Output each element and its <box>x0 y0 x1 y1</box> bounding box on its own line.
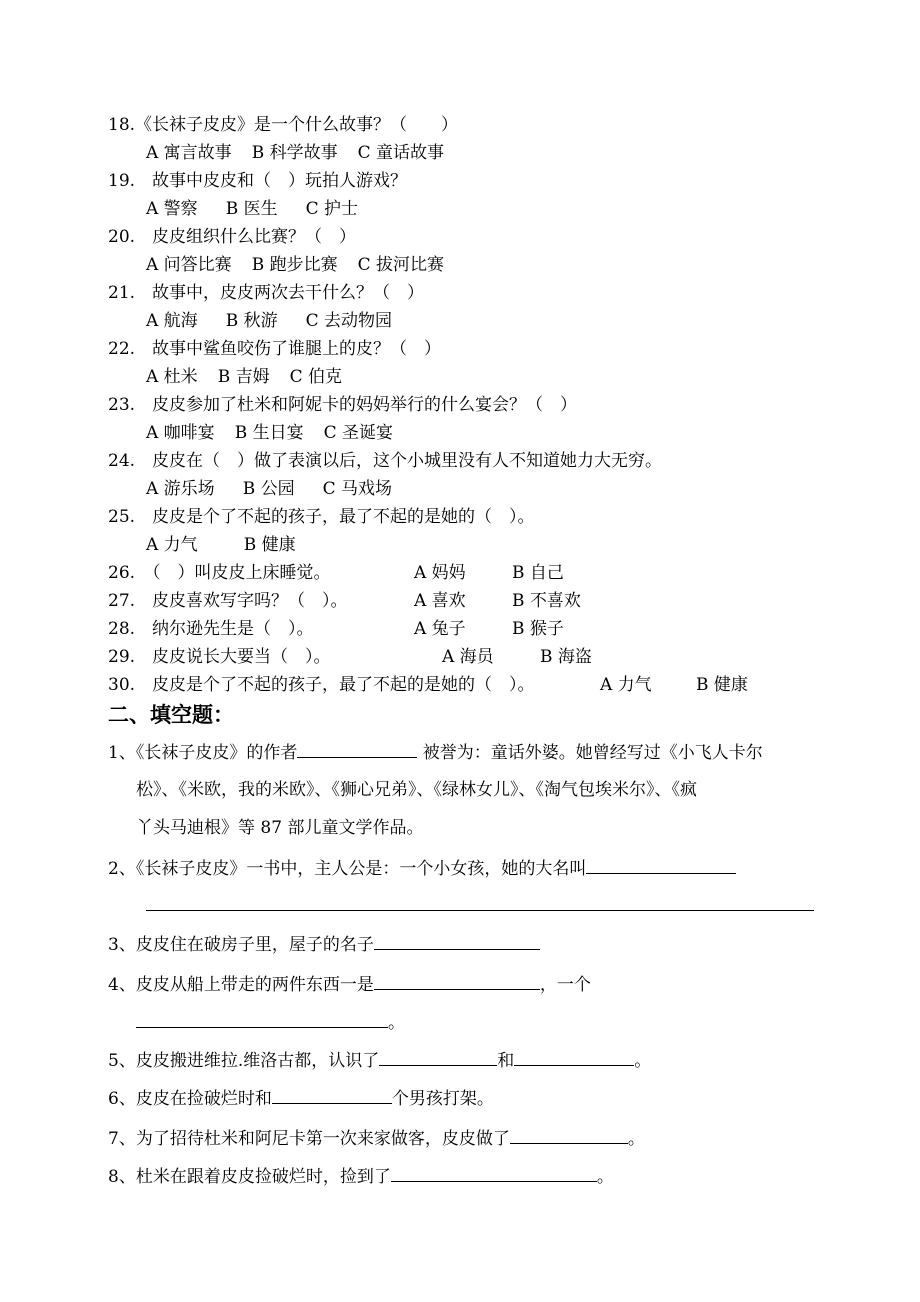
option-b: B 海盗 <box>540 647 592 667</box>
question-20: 20. 皮皮组织什么比赛？（ ） <box>108 227 357 247</box>
question-24: 24. 皮皮在（ ）做了表演以后，这个小城里没有人不知道她力大无穷。 <box>108 451 663 471</box>
question-29 <box>108 646 592 668</box>
option-b: B 生日宴 <box>234 423 304 443</box>
option-c: C 伯克 <box>289 367 343 387</box>
option-c: C 马戏场 <box>322 479 393 499</box>
option-b: B 跑步比赛 <box>251 255 338 275</box>
options-23 <box>146 422 413 444</box>
options-22 <box>146 366 362 388</box>
question-text: 29. 皮皮说长大要当（ ）。 <box>108 647 331 667</box>
option-b: B 吉姆 <box>217 367 270 387</box>
fill-question-5 <box>108 1048 651 1073</box>
answer-blank[interactable] <box>391 1164 597 1182</box>
option-a: A 兔子 <box>414 619 466 639</box>
options-18 <box>146 142 464 164</box>
answer-blank[interactable] <box>514 1048 634 1066</box>
question-25: 25. 皮皮是个了不起的孩子，最了不起的是她的（ ）。 <box>108 507 535 527</box>
question-22: 22. 故事中鲨鱼咬伤了谁腿上的皮？（ ） <box>108 339 442 359</box>
question-23: 23. 皮皮参加了杜米和阿妮卡的妈妈举行的什么宴会？（ ） <box>108 395 578 415</box>
fill-question-1-cont2: 丫头马迪根》等 87 部儿童文学作品。 <box>136 818 424 838</box>
answer-blank[interactable] <box>297 740 417 758</box>
fill-question-1-cont: 松》、《米欧，我的米欧》、《狮心兄弟》、《绿林女儿》、《淘气包埃米尔》、《疯 <box>136 780 697 800</box>
question-text: 26. （ ）叫皮皮上床睡觉。 <box>108 563 331 583</box>
option-a: A 寓言故事 <box>146 143 232 163</box>
option-b: B 猴子 <box>512 619 564 639</box>
fill-question-4-line <box>136 1010 405 1035</box>
fill-text: 5、皮皮搬进维拉.维洛古都，认识了 <box>108 1051 380 1071</box>
fill-text: 8、杜米在跟着皮皮捡破烂时，捡到了 <box>108 1167 391 1187</box>
option-b: B 科学故事 <box>251 143 338 163</box>
option-a: A 妈妈 <box>414 563 466 583</box>
question-26 <box>108 562 564 584</box>
question-28 <box>108 618 564 640</box>
option-b: B 不喜欢 <box>512 591 581 611</box>
fill-text: 被誉为：童话外婆。她曾经写过《小飞人卡尔 <box>417 743 763 763</box>
option-c: C 去动物园 <box>305 311 393 331</box>
fill-text: 。 <box>634 1051 652 1071</box>
answer-blank[interactable] <box>510 1126 628 1144</box>
question-18: 18.《长袜子皮皮》是一个什么故事？（ ） <box>108 115 459 135</box>
fill-text: 。 <box>627 1129 645 1149</box>
answer-blank[interactable] <box>146 893 814 911</box>
fill-question-8 <box>108 1164 614 1189</box>
option-a: A 航海 <box>146 311 198 331</box>
question-text: 27. 皮皮喜欢写字吗？（ ）。 <box>108 591 348 611</box>
fill-text: 3、皮皮住在破房子里，屋子的名子 <box>108 935 374 955</box>
answer-blank[interactable] <box>272 1086 392 1104</box>
options-21 <box>146 310 420 332</box>
option-c: C 童话故事 <box>357 143 445 163</box>
fill-question-6 <box>108 1086 494 1111</box>
option-a: A 海员 <box>442 647 494 667</box>
fill-question-2-line <box>146 893 814 918</box>
option-a: A 警察 <box>146 199 198 219</box>
option-a: A 咖啡宴 <box>146 423 215 443</box>
fill-text: ，一个 <box>539 975 591 995</box>
options-19 <box>146 198 386 220</box>
option-b: B 秋游 <box>225 311 278 331</box>
question-30 <box>108 674 748 696</box>
answer-blank[interactable] <box>374 972 540 990</box>
section-2-heading: 二、填空题： <box>108 703 234 727</box>
answer-blank[interactable] <box>136 1010 388 1028</box>
fill-text: 和 <box>497 1051 515 1071</box>
option-b: B 公园 <box>242 479 295 499</box>
option-b: B 医生 <box>225 199 278 219</box>
option-a: A 喜欢 <box>414 591 466 611</box>
option-c: C 拔河比赛 <box>357 255 445 275</box>
question-text: 28. 纳尔逊先生是（ ）。 <box>108 619 314 639</box>
fill-text: 4、皮皮从船上带走的两件东西一是 <box>108 975 374 995</box>
option-c: C 护士 <box>305 199 359 219</box>
fill-text: 。 <box>596 1167 614 1187</box>
option-a: A 问答比赛 <box>146 255 232 275</box>
option-c: C 圣诞宴 <box>323 423 394 443</box>
question-19: 19. 故事中皮皮和（ ）玩拍人游戏？ <box>108 171 408 191</box>
fill-question-3 <box>108 932 540 957</box>
fill-question-1 <box>108 740 763 765</box>
fill-question-7 <box>108 1126 645 1151</box>
option-b: B 自己 <box>512 563 564 583</box>
options-25 <box>146 534 316 556</box>
question-27 <box>108 590 581 612</box>
fill-text: 。 <box>388 1013 405 1033</box>
option-a: A 力气 <box>146 535 198 555</box>
option-b: B 健康 <box>696 675 748 695</box>
answer-blank[interactable] <box>586 856 736 874</box>
question-text: 30. 皮皮是个了不起的孩子，最了不起的是她的（ ）。 <box>108 675 535 695</box>
option-a: A 力气 <box>600 675 652 695</box>
fill-question-4 <box>108 972 591 997</box>
options-24 <box>146 478 420 500</box>
option-a: A 杜米 <box>146 367 198 387</box>
question-21: 21. 故事中，皮皮两次去干什么？（ ） <box>108 283 425 303</box>
fill-text: 2、《长袜子皮皮》一书中，主人公是：一个小女孩，她的大名叫 <box>108 859 587 879</box>
answer-blank[interactable] <box>379 1048 497 1066</box>
fill-text: 个男孩打架。 <box>391 1089 494 1109</box>
fill-question-2 <box>108 856 736 881</box>
options-20 <box>146 254 464 276</box>
option-a: A 游乐场 <box>146 479 215 499</box>
option-b: B 健康 <box>243 535 296 555</box>
answer-blank[interactable] <box>374 932 540 950</box>
fill-text: 1、《长袜子皮皮》的作者 <box>108 743 298 763</box>
fill-text: 6、皮皮在捡破烂时和 <box>108 1089 272 1109</box>
fill-text: 7、为了招待杜米和阿尼卡第一次来家做客，皮皮做了 <box>108 1129 510 1149</box>
